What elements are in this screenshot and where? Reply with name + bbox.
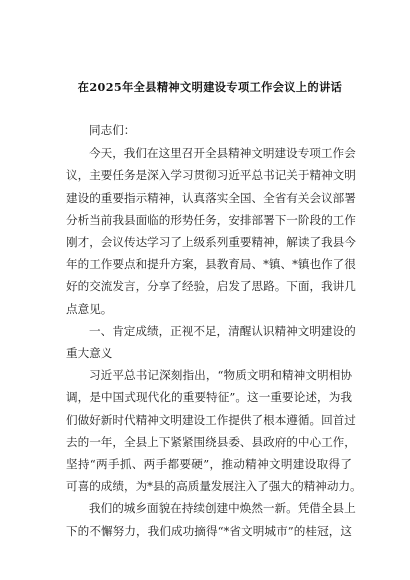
paragraph-line: 可喜的成绩，为*县的高质量发展注入了强大的精神动力。 [66, 479, 362, 494]
paragraph-line: 调，是中国式现代化的重要特征”。这一重要论述，为我 [66, 390, 352, 405]
paragraph-line: 建设的重要指示精神，认真落实全国、全省有关会议部署 [66, 190, 356, 205]
document-title: 在2025年全县精神文明建设专项工作会议上的讲话 [77, 80, 343, 94]
paragraph-line: 好的交流发言，分享了经验，启发了思路。下面，我讲几 [66, 279, 356, 294]
paragraph-line: 们做好新时代精神文明建设工作提供了根本遵循。回首过 [66, 412, 356, 427]
paragraph-quote [66, 364, 362, 497]
paragraph-line: 分析当前我县面临的形势任务，安排部署下一阶段的工作 [66, 212, 356, 227]
paragraph-line: 习近平总书记深刻指出，“物质文明和精神文明相协 [89, 368, 352, 383]
salutation: 同志们： [89, 123, 136, 137]
section-heading-1 [66, 320, 356, 364]
paragraph-line: 下的不懈努力，我们成功摘得“*省文明城市”的桂冠，这 [66, 523, 352, 538]
paragraph-line: 点意见。 [66, 301, 113, 316]
paragraph-line: 坚持“两手抓、两手都要硬”，推动精神文明建设取得了 [66, 457, 352, 472]
heading-line: 一、肯定成绩，正视不足，清醒认识精神文明建设的 [89, 323, 356, 338]
heading-line: 重大意义 [66, 346, 113, 361]
paragraph-line: 今天，我们在这里召开全县精神文明建设专项工作会 [89, 146, 356, 161]
paragraph-opening [66, 142, 356, 320]
paragraph-line: 议，主要任务是深入学习贯彻习近平总书记关于精神文明 [66, 168, 356, 183]
document-body [66, 111, 362, 542]
paragraph-achievements [66, 497, 356, 541]
paragraph-line: 年的工作要点和提升方案，县教育局、*镇、*镇也作了很 [66, 257, 356, 272]
paragraph-line: 刚才，会议传达学习了上级系列重要精神，解读了我县今 [66, 235, 356, 250]
paragraph-line: 我们的城乡面貌在持续创建中焕然一新。凭借全县上 [89, 501, 356, 516]
paragraph-line: 去的一年，全县上下紧紧围绕县委、县政府的中心工作， [66, 434, 356, 449]
